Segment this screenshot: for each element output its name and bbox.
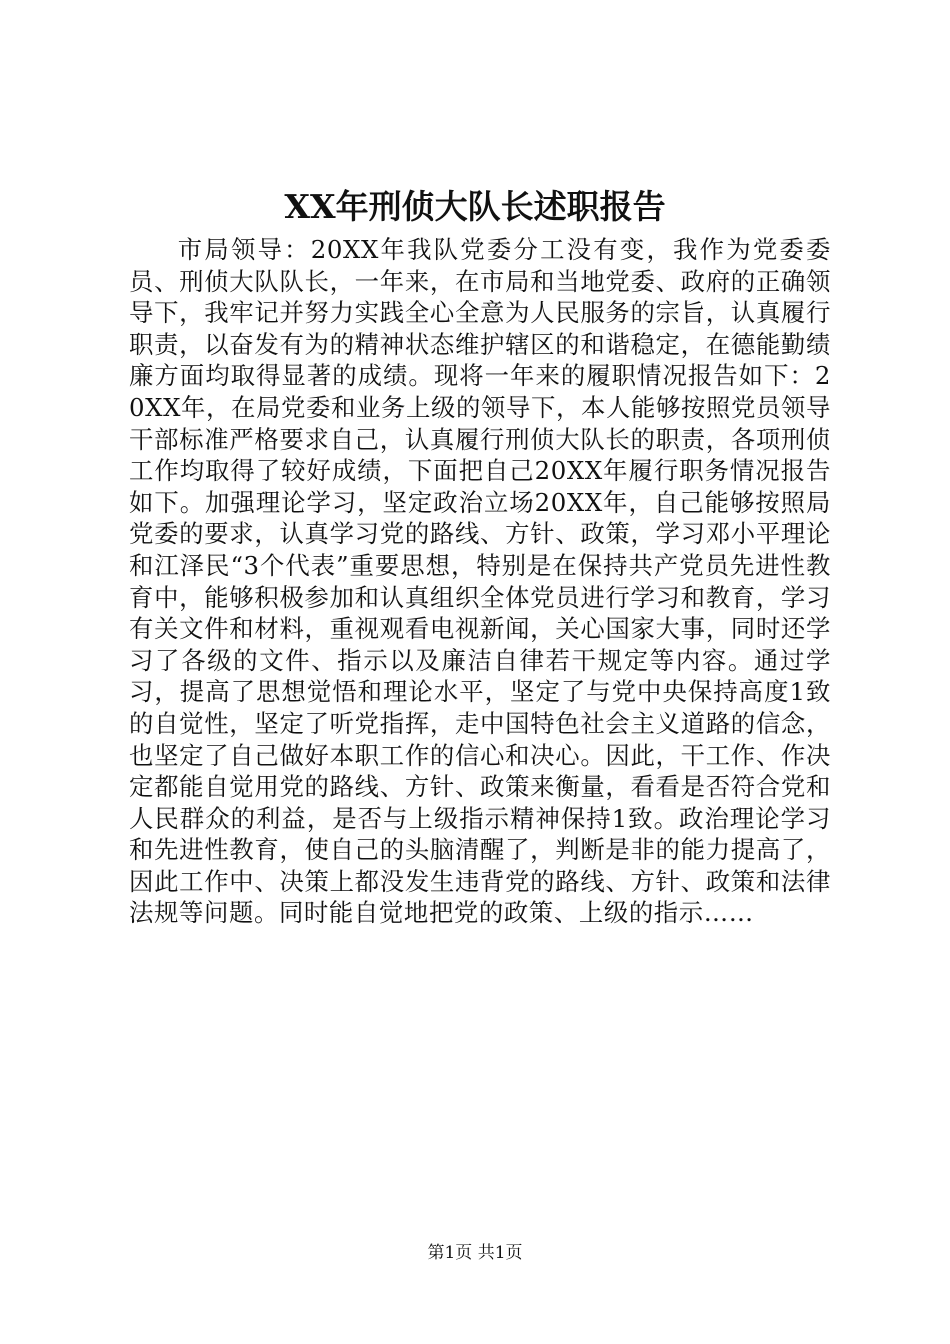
document-body-paragraph: 市局领导：20XX年我队党委分工没有变，我作为党委委员、刑侦大队队长，一年来，在市局和当地党委、政府的正确领导下，我牢记并努力实践全心全意为人民服务的宗旨，认真履行职责，以奋发有为的精神状态维护辖区的和谐稳定，在德能勤绩廉方面均取得显著的成绩。现将一年来的履职情况报告如下：20XX年，在局党委和业务上级的领导下，本人能够按照党员领导干部标准严格要求自己，认真履行刑侦大队长的职责，各项刑侦工作均取得了较好成绩，下面把自己20XX年履行职务情况报告如下。加强理论学习，坚定政治立场20XX年，自己能够按照局党委的要求，认真学习党的路线、方针、政策，学习邓小平理论和江泽民“3个代表”重要思想，特别是在保持共产党员先进性教育中，能够积极参加和认真组织全体党员进行学习和教育，学习有关文件和材料，重视观看电视新闻，关心国家大事，同时还学习了各级的文件、指示以及廉洁自律若干规定等内容。通过学习，提高了思想觉悟和理论水平，坚定了与党中央保持高度1致的自觉性，坚定了听党指挥，走中国特色社会主义道路的信念，也坚定了自己做好本职工作的信心和决心。因此，干工作、作决定都能自觉用党的路线、方针、政策来衡量，看看是否符合党和人民群众的利益，是否与上级指示精神保持1致。政治理论学习和先进性教育，使自己的头脑清醒了，判断是非的能力提高了，因此工作中、决策上都没发生违背党的路线、方针、政策和法律法规等问题。同时能自觉地把党的政策、上级的指示…… <box>129 235 831 928</box>
document-title: XX年刑侦大队长述职报告 <box>284 187 666 226</box>
page-number-footer: 第1页 共1页 <box>427 1243 523 1263</box>
